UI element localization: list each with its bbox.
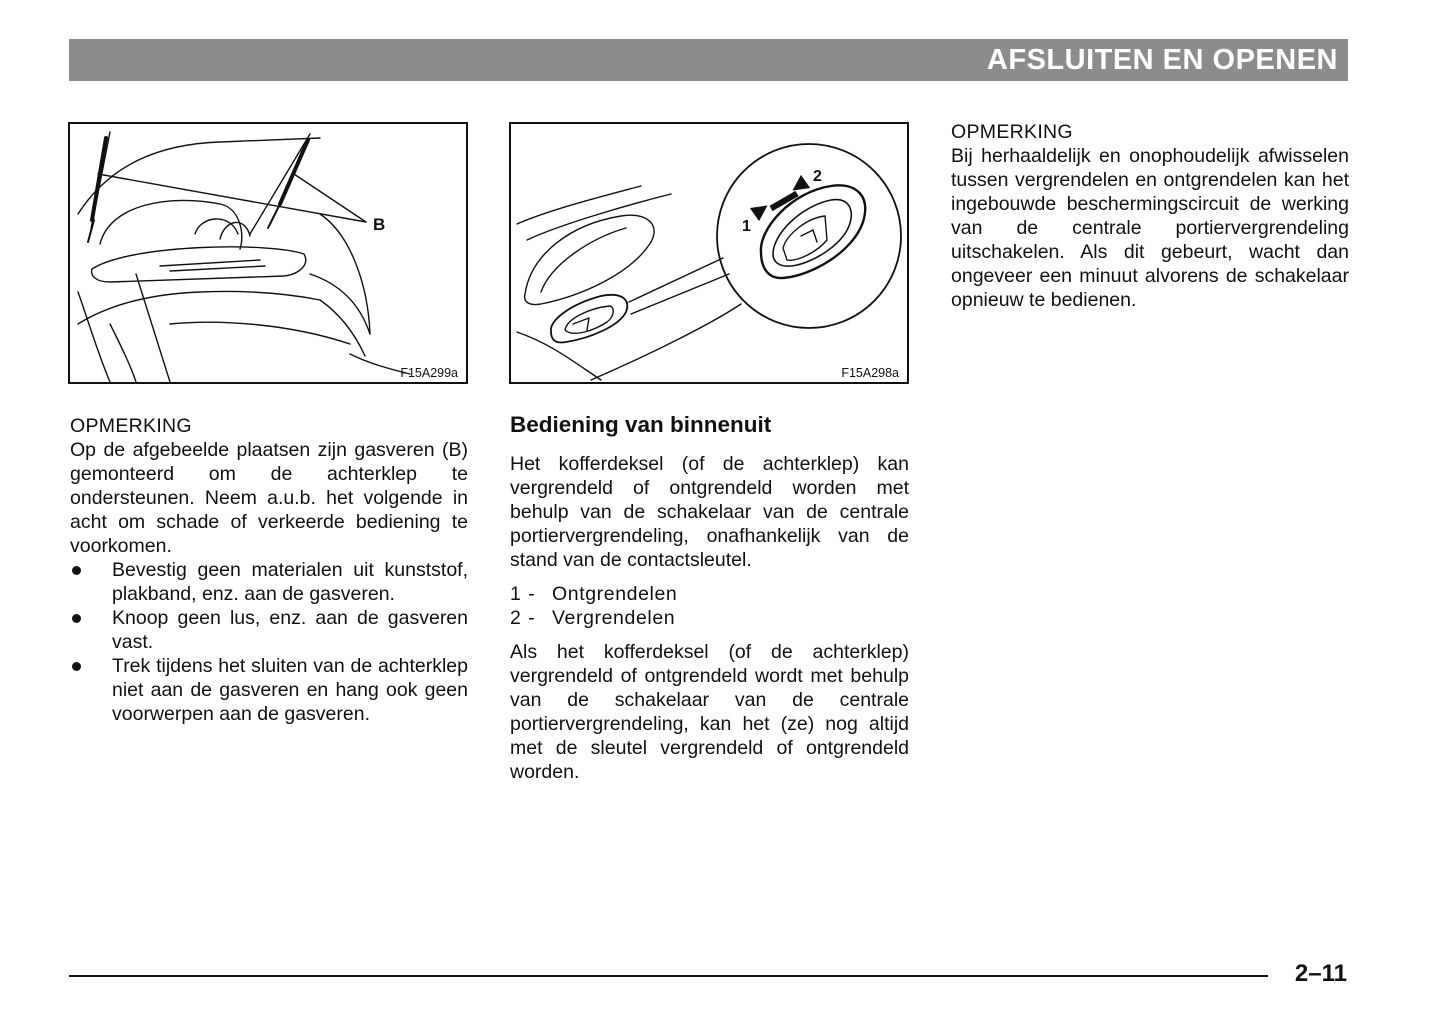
- switch-drawing: [511, 124, 907, 382]
- page-number: 2–11: [1294, 960, 1347, 987]
- step-label: Vergrendelen: [552, 607, 676, 629]
- list-item: Knoop geen lus, enz. aan de gasveren vast.: [70, 606, 468, 654]
- list-item: [510, 582, 909, 606]
- magnifier-circle: [717, 144, 901, 328]
- step-number: 1 -: [510, 583, 536, 605]
- door-lock-switch-illustration: [509, 122, 909, 384]
- page-section-title: AFSLUITEN EN OPENEN: [986, 44, 1338, 76]
- section-heading: Bediening van binnenuit: [510, 412, 772, 437]
- magnified-switch: [761, 185, 865, 278]
- figure-code: F15A298a: [841, 366, 899, 380]
- trunk-gas-strut-illustration: [68, 122, 468, 384]
- hatch-opening-outline: [78, 138, 320, 214]
- bullet-list: [70, 558, 468, 726]
- note-text: Op de afgebeelde plaatsen zijn gasveren (B) gemonteerd om de achterklep te ondersteunen. Neem a.u.b. het volgende in acht om schade of verkeerde bediening te voorkomen.: [70, 439, 468, 557]
- column-left: [70, 414, 468, 726]
- figure-code: F15A299a: [400, 366, 458, 380]
- note-heading: OPMERKING: [70, 415, 192, 437]
- list-item: Bevestig geen materialen uit kunststof, plakband, enz. aan de gasveren.: [70, 558, 468, 606]
- gas-strut-right: [268, 140, 308, 228]
- trunk-drawing: [70, 124, 466, 382]
- note-text: Bij herhaaldelijk en onophoudelijk afwisselen tussen vergrendelen en ontgrendelen kan het ingebouwde beschermingscircuit de werking van de centrale portiervergrendeling uitschakelen. Als dit gebeurt, wacht dan ongeveer een minuut alvorens de schakelaar opnieuw te bedienen.: [951, 145, 1349, 311]
- note-heading: OPMERKING: [951, 121, 1073, 143]
- step-number: 2 -: [510, 607, 536, 629]
- bullet-icon: [72, 566, 81, 575]
- bullet-icon: [72, 614, 81, 623]
- door-switch: [551, 295, 627, 343]
- list-item: [510, 606, 909, 630]
- paragraph: Als het kofferdeksel (of de achterklep) vergrendeld of ontgrendeld wordt met behulp van de schakelaar van de centrale portiervergrendeling, kan het (ze) nog altijd met de sleutel vergrendeld of ontgrendeld worden.: [510, 641, 909, 783]
- footer-rule: [69, 975, 1268, 977]
- column-middle: [510, 410, 909, 784]
- paragraph: Het kofferdeksel (of de achterklep) kan vergrendeld of ontgrendeld worden met behulp van de schakelaar van de centrale portiervergrendeling, onafhankelijk van de stand van de contactsleutel.: [510, 453, 909, 571]
- gas-strut-left: [88, 138, 106, 242]
- list-item: Trek tijdens het sluiten van de achterklep niet aan de gasveren en hang ook geen voorwerpen aan de gasveren.: [70, 654, 468, 726]
- callout-1: 1: [742, 218, 751, 235]
- callout-2: 2: [813, 168, 822, 185]
- column-right: [951, 120, 1349, 312]
- header-bar: [69, 39, 1348, 81]
- step-label: Ontgrendelen: [552, 583, 678, 605]
- step-list: [510, 582, 909, 630]
- bullet-icon: [72, 662, 81, 671]
- callout-b: B: [373, 215, 386, 234]
